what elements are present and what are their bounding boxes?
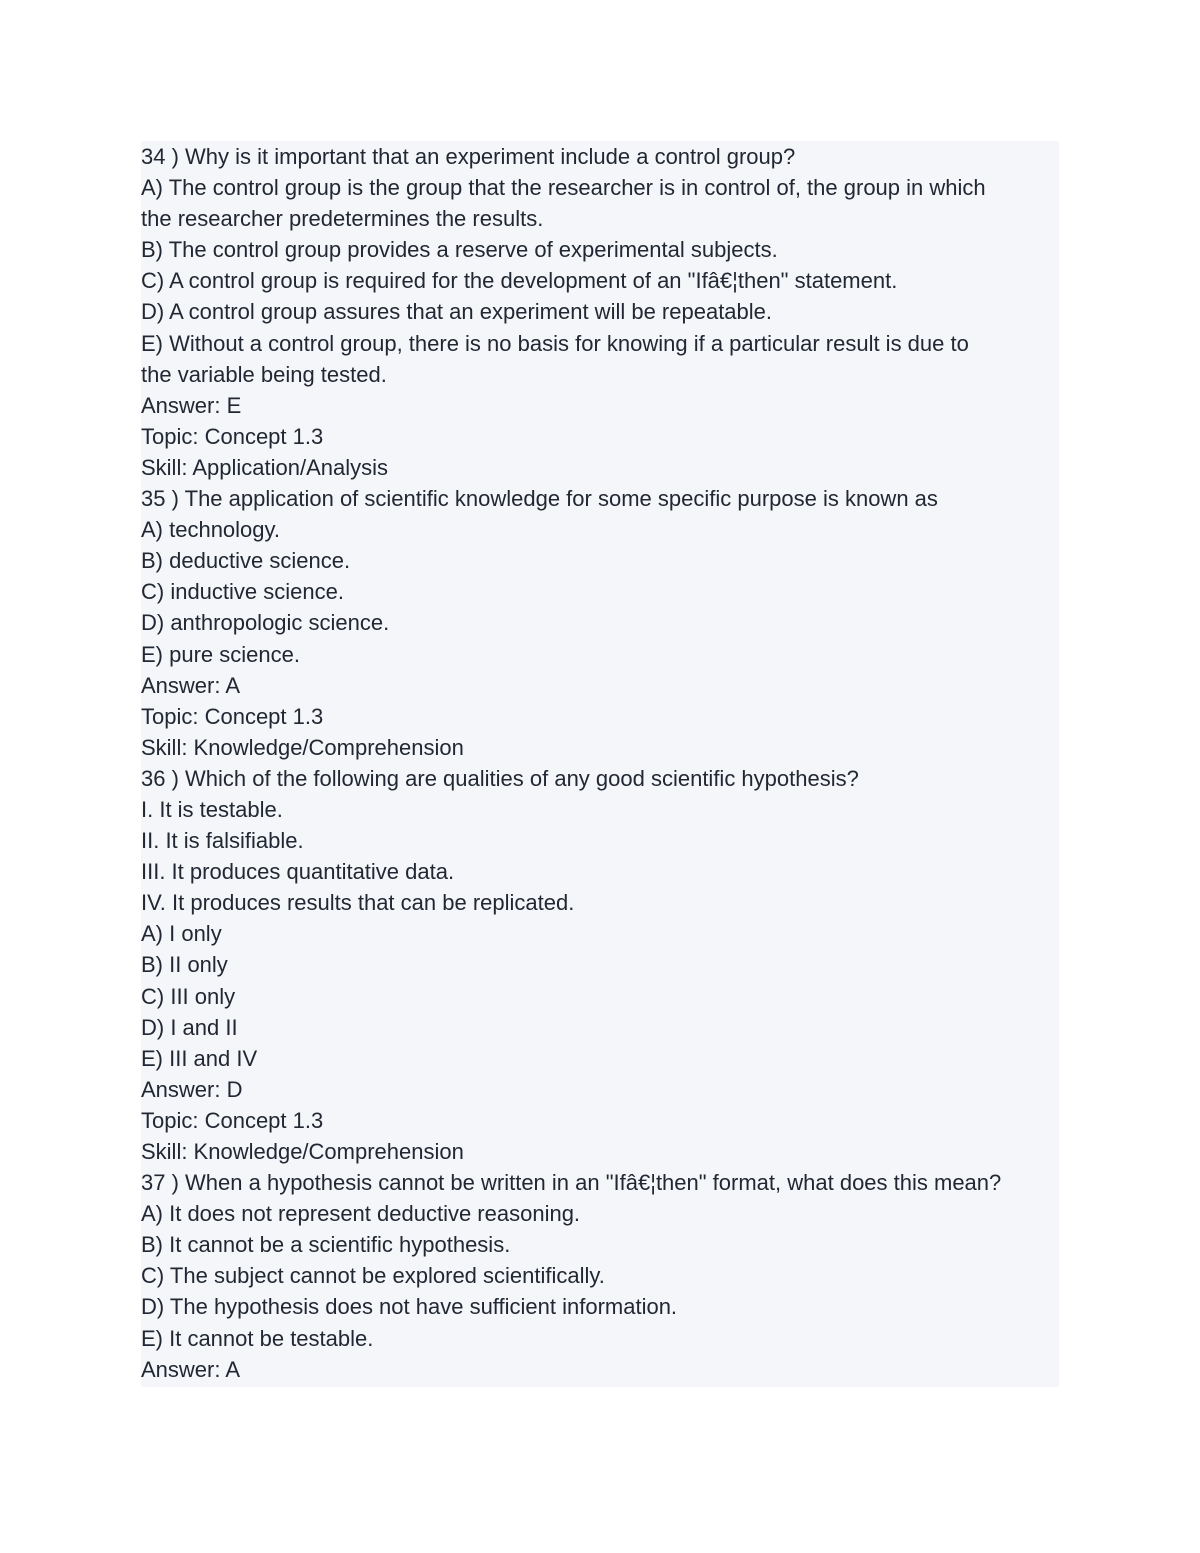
question-35-option-d: D) anthropologic science. <box>141 610 390 636</box>
question-34-answer: Answer: E <box>141 392 242 418</box>
question-36-stem: 36 ) Which of the following are qualities of any good scientific hypothesis? <box>141 765 859 791</box>
question-36-skill: Skill: Knowledge/Comprehension <box>141 1139 464 1164</box>
question-36-statement-ii: II. It is falsifiable. <box>141 828 304 854</box>
question-36-topic: Topic: Concept 1.3 <box>141 1107 324 1133</box>
question-34-option-a-line-1: A) The control group is the group that the researcher is in control of, the group in which <box>141 175 986 201</box>
question-35-skill: Skill: Knowledge/Comprehension <box>141 734 464 760</box>
question-34-option-b: B) The control group provides a reserve of experimental subjects. <box>141 237 778 263</box>
question-37-option-b: B) It cannot be a scientific hypothesis. <box>141 1232 511 1258</box>
question-37-option-e: E) It cannot be testable. <box>141 1325 374 1351</box>
question-34-option-d: D) A control group assures that an experiment will be repeatable. <box>141 299 773 325</box>
question-35-option-c: C) inductive science. <box>141 579 344 605</box>
question-36-option-b: B) II only <box>141 952 228 978</box>
question-36-option-c: C) III only <box>141 983 236 1009</box>
question-37-option-c: C) The subject cannot be explored scientifically. <box>141 1263 605 1289</box>
question-text-flow <box>141 141 1059 1385</box>
question-35-topic: Topic: Concept 1.3 <box>141 703 324 729</box>
question-36-option-d: D) I and II <box>141 1014 238 1040</box>
question-36-statement-iii: III. It produces quantitative data. <box>141 859 455 885</box>
question-37-option-d: D) The hypothesis does not have sufficient information. <box>141 1294 678 1320</box>
question-34-option-a-line-2: the researcher predetermines the results. <box>141 206 544 232</box>
question-35-option-b: B) deductive science. <box>141 548 351 574</box>
question-36-answer: Answer: D <box>141 1076 243 1102</box>
question-35-stem: 35 ) The application of scientific knowledge for some specific purpose is known as <box>141 486 938 512</box>
question-36-option-a: A) I only <box>141 921 222 947</box>
question-37-stem: 37 ) When a hypothesis cannot be written in an "Ifâ€¦then" format, what does this mean? <box>141 1170 1002 1196</box>
question-34-option-c: C) A control group is required for the development of an "Ifâ€¦then" statement. <box>141 268 898 294</box>
question-35-answer: Answer: A <box>141 672 241 698</box>
question-37-answer: Answer: A <box>141 1356 241 1382</box>
question-37-option-a: A) It does not represent deductive reasoning. <box>141 1201 581 1227</box>
question-34-option-e-line-1: E) Without a control group, there is no basis for knowing if a particular result is due to <box>141 330 969 356</box>
question-36-option-e: E) III and IV <box>141 1045 258 1071</box>
question-34-stem: 34 ) Why is it important that an experiment include a control group? <box>141 144 796 169</box>
question-35-option-a: A) technology. <box>141 517 281 543</box>
question-34-skill: Skill: Application/Analysis <box>141 454 389 480</box>
question-34-option-e-line-2: the variable being tested. <box>141 361 387 387</box>
question-36-statement-iv: IV. It produces results that can be replicated. <box>141 890 575 916</box>
question-34-topic: Topic: Concept 1.3 <box>141 423 324 449</box>
question-35-option-e: E) pure science. <box>141 641 300 667</box>
question-36-statement-i: I. It is testable. <box>141 796 283 822</box>
